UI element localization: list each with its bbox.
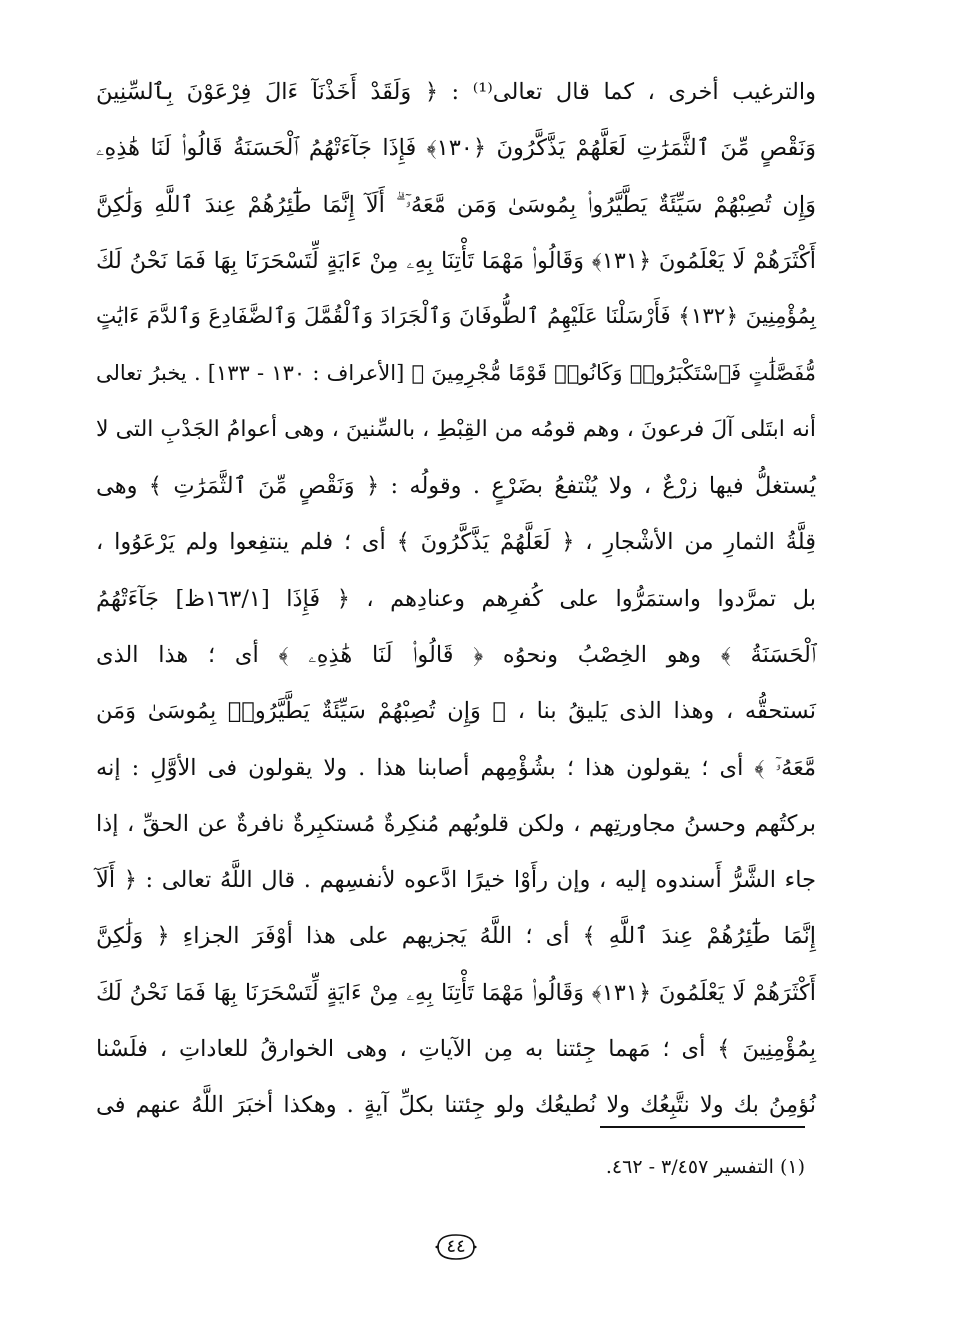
text-line: مَّعَهُۥٓ ﴾ أى ؛ يقولون هذا ؛ بشُؤْمِهم أصابنا هذا . ولا يقولون فى الأوَّلِ : إنه — [96, 754, 816, 781]
text-line: أَكْثَرَهُمْ لَا يَعْلَمُونَ ﴿١٣١﴾ وَقَالُوا۟ مَهْمَا تَأْتِنَا بِهِۦ مِنْ ءَايَةٍ لِّتَسْحَرَنَا بِهَا فَمَا نَحْنُ لَكَ — [96, 979, 817, 1006]
footnote: (١) التفسير ٣/٤٥٧ - ٤٦٢. — [605, 1156, 805, 1178]
text-line: وَنَقْصٍ مِّنَ ٱلثَّمَرَٰتِ لَعَلَّهُمْ يَذَّكَّرُونَ ﴿١٣٠﴾ فَإِذَا جَآءَتْهُمُ ٱلْحَسَنَةُ قَالُوا۟ لَنَا هَٰذِهِۦ — [96, 135, 816, 162]
text-line: نَستحقُّه ، وهذا الذى يَليقُ بنا ، ﴿ وَإِن تُصِبْهُمْ سَيِّئَةٌ يَطَّيَّرُوا۟ بِمُوسَىٰ وَمَن — [96, 698, 816, 725]
text-line: بِمُؤْمِنِينَ ﴿١٣٢﴾ فَأَرْسَلْنَا عَلَيْهِمُ ٱلطُّوفَانَ وَٱلْجَرَادَ وَٱلْقُمَّلَ وَٱلضَّفَادِعَ وَٱلدَّمَ ءَايَٰتٍ — [96, 304, 816, 330]
text-line: قِلَّةُ الثمارِ من الأشْجارِ ، ﴿ لَعَلَّهُمْ يَذَّكَّرُونَ ﴾ أى ؛ فلم ينتفِعوا ولم يَرْعَوُوا ، — [96, 529, 816, 556]
text-line: نُؤمِنُ بك ولا نتَّبِعُك ولا نُطيعُك ولو جِئتنا بكلِّ آيةٍ . وهكذا أخبَرَ اللَّهُ عنهم فى — [96, 1092, 816, 1119]
text-line: بل تمرَّدوا واستمَرُّوا على كُفرِهم وعنادِهم ، ﴿ فَإِذَا [١٦٣/١ظ] جَآءَتْهُمُ — [96, 585, 816, 612]
page-number-badge — [434, 1232, 478, 1262]
page-number: ٤٤ — [446, 1236, 466, 1257]
text-line: بركتُهم وحسنُ مجاورتِهم ، ولكن قلوبُهم مُنكِرةٌ مُستكبِرةٌ نافرةٌ عن الحقِّ ، إذا — [96, 810, 816, 837]
text-line: أنه ابتَلى آلَ فرعونَ ، وهم قومُه من القِبْطِ ، بالسِّنينَ ، وهى أعوامُ الجَدْبِ التى لا — [96, 416, 816, 442]
text-line: مُّفَصَّلَٰتٍ فَٱسْتَكْبَرُوا۟ وَكَانُوا۟ قَوْمًا مُّجْرِمِينَ ﴾ [الأعراف : ١٣٠ - ١٣٣] . يخبرُ تعالى — [96, 361, 816, 386]
text-line: إِنَّمَا طَٰٓئِرُهُمْ عِندَ ٱللَّهِ ﴾ أى ؛ اللَّهُ يَجزيهم على هذا أوْفَرَ الجزاءِ ﴿ وَلَٰكِنَّ — [96, 923, 816, 950]
text-line: وَإِن تُصِبْهُمْ سَيِّئَةٌ يَطَّيَّرُوا۟ بِمُوسَىٰ وَمَن مَّعَهُۥٓ ۗ أَلَآ إِنَّمَا طَٰٓئِرُهُمْ عِندَ ٱللَّهِ وَلَٰكِنَّ — [96, 191, 816, 218]
text-line: يُستغلُّ فيها زرْعٌ ، ولا يُنْتفعُ بضَرْعٍ . وقولُه : ﴿ وَنَقْصٍ مِّنَ ٱلثَّمَرَٰتِ ﴾ وهى — [96, 473, 816, 500]
main-text — [96, 64, 816, 1134]
text-line: والترغيب أخرى ، كما قال تعالى⁽¹⁾ : ﴿ وَلَقَدْ أَخَذْنَآ ءَالَ فِرْعَوْنَ بِٱلسِّنِينَ — [96, 79, 816, 105]
text-line: بِمُؤْمِنِينَ ﴾ أى ؛ مَهما جِئتنا به مِن الآياتِ ، وهى الخوارقُ للعاداتِ ، فلَسْنا — [96, 1036, 816, 1063]
footnote-divider — [600, 1126, 805, 1128]
text-line: أَكْثَرَهُمْ لَا يَعْلَمُونَ ﴿١٣١﴾ وَقَالُوا۟ مَهْمَا تَأْتِنَا بِهِۦ مِنْ ءَايَةٍ لِّتَسْحَرَنَا بِهَا فَمَا نَحْنُ لَكَ — [96, 247, 817, 274]
text-line: جاء الشَّرُّ أَسندوه إليه ، وإن رأَوْا خيرًا ادَّعوه لأنفسِهم . قال اللَّهُ تعالى : ﴿ أَلَآ — [96, 867, 816, 894]
text-line: ٱلْحَسَنَةُ ﴾ وهو الخِصْبُ ونحوُه ﴿ قَالُوا۟ لَنَا هَٰذِهِۦ ﴾ أى ؛ هذا الذى — [96, 641, 816, 668]
